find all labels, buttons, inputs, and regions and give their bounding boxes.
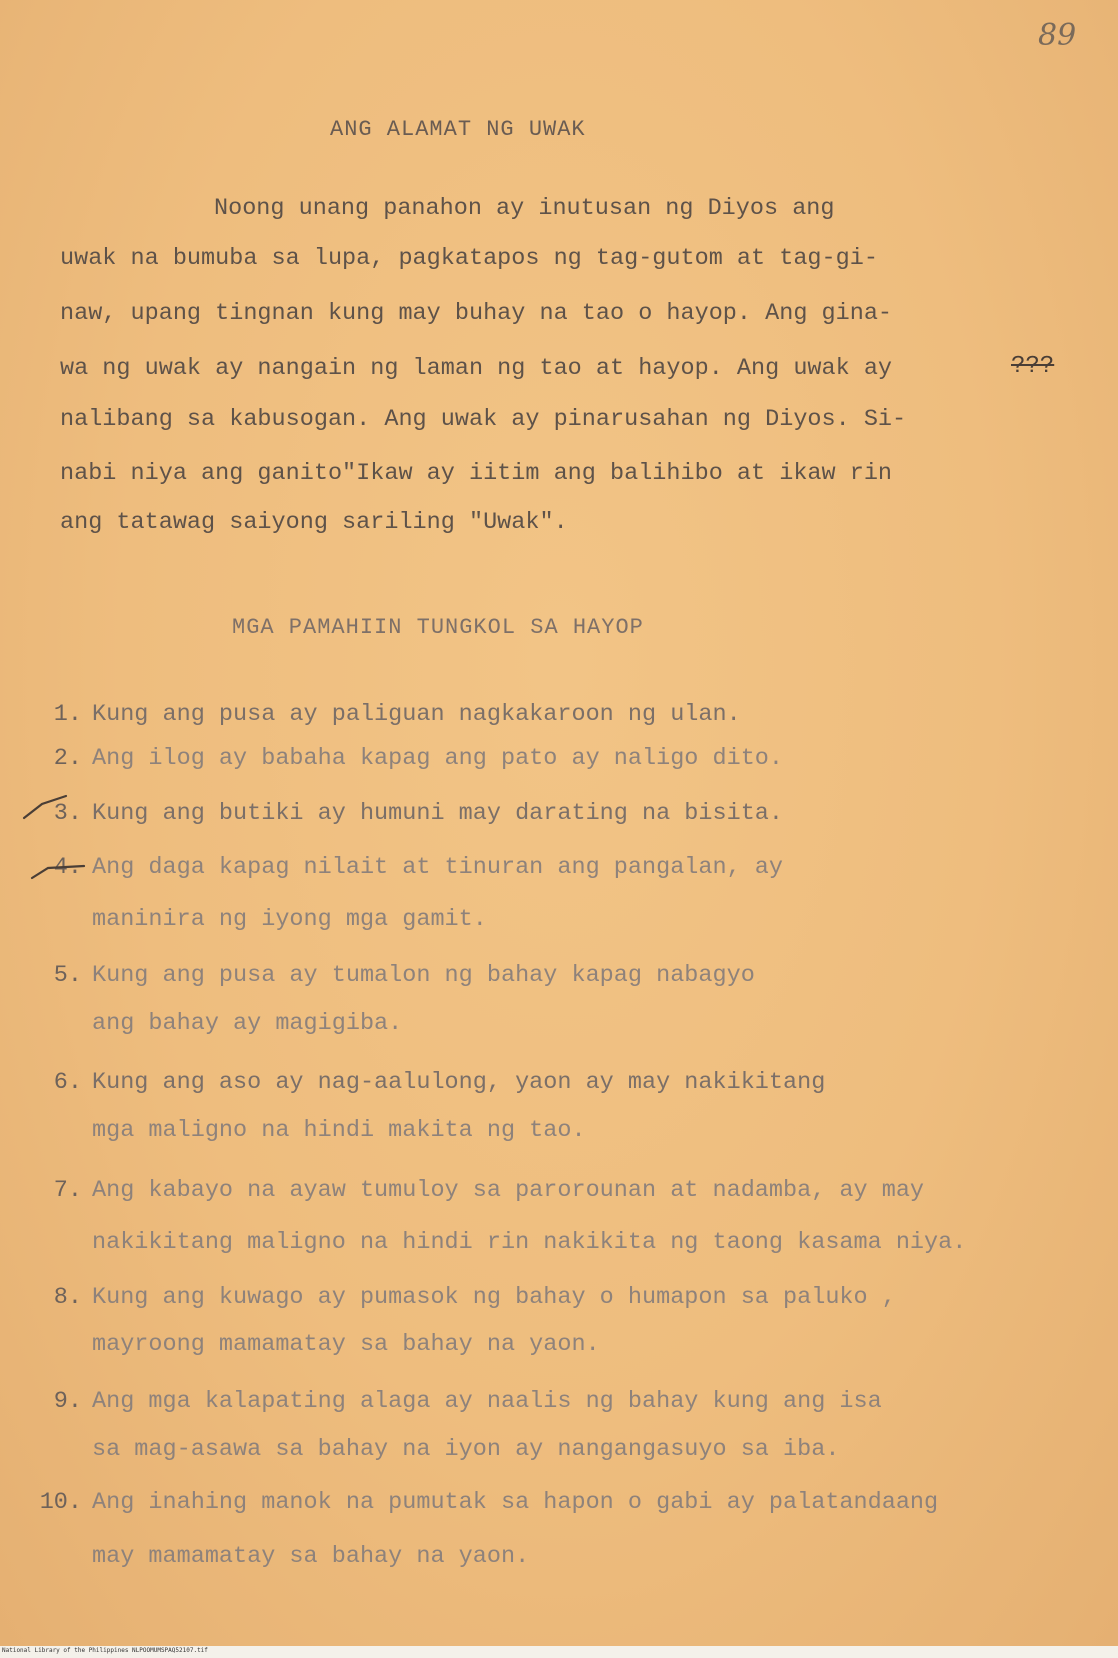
handwritten-strike-mark xyxy=(28,858,88,888)
list-item: Ang kabayo na ayaw tumuloy sa parorounan at nadamba, ay may xyxy=(92,1177,925,1204)
list-item: Kung ang pusa ay paliguan nagkakaroon ng ulan. xyxy=(92,701,741,728)
list-item-number: 3. xyxy=(53,800,82,827)
story-title: ANG ALAMAT NG UWAK xyxy=(330,117,586,142)
list-item: Ang ilog ay babaha kapag ang pato ay naligo dito. xyxy=(92,745,784,772)
story-line: nabi niya ang ganito"Ikaw ay iitim ang balihibo at ikaw rin xyxy=(60,460,893,487)
list-item-continuation: mayroong mamamatay sa bahay na yaon. xyxy=(92,1331,600,1358)
struck-word: ??? xyxy=(1011,353,1055,380)
story-line: ang tatawag saiyong sariling "Uwak". xyxy=(60,509,568,536)
list-item-number: 5. xyxy=(53,962,82,989)
story-line: wa ng uwak ay nangain ng laman ng tao at hayop. Ang uwak ay xyxy=(60,355,893,382)
story-line: uwak na bumuba sa lupa, pagkatapos ng tag-gutom at tag-gi- xyxy=(60,245,878,272)
list-item-number: 1. xyxy=(53,701,82,728)
list-item: Kung ang pusa ay tumalon ng bahay kapag nabagyo xyxy=(92,962,755,989)
archive-footer: National Library of the Philippines NLPOOMUMSPAQ52107.tif xyxy=(2,1647,208,1654)
list-item-number: 7. xyxy=(53,1177,82,1204)
list-item: Ang mga kalapating alaga ay naalis ng bahay kung ang isa xyxy=(92,1388,882,1415)
list-item: Ang inahing manok na pumutak sa hapon o gabi ay palatandaang xyxy=(92,1489,939,1516)
list-item: Ang daga kapag nilait at tinuran ang pangalan, ay xyxy=(92,854,784,881)
list-item: Kung ang aso ay nag-aalulong, yaon ay may nakikitang xyxy=(92,1069,826,1096)
list-item-number: 4. xyxy=(53,854,82,881)
list-item-number: 10. xyxy=(39,1489,82,1516)
list-item-continuation: nakikitang maligno na hindi rin nakikita ng taong kasama niya. xyxy=(92,1229,967,1256)
story-line: naw, upang tingnan kung may buhay na tao o hayop. Ang gina- xyxy=(60,300,893,327)
list-item-continuation: sa mag-asawa sa bahay na iyon ay nangangasuyo sa iba. xyxy=(92,1436,840,1463)
list-item-number: 6. xyxy=(53,1069,82,1096)
list-item: Kung ang butiki ay humuni may darating na bisita. xyxy=(92,800,784,827)
story-line: Noong unang panahon ay inutusan ng Diyos ang xyxy=(214,195,835,222)
list-item-number: 2. xyxy=(53,745,82,772)
list-item-continuation: ang bahay ay magigiba. xyxy=(92,1010,403,1037)
list-item-continuation: may mamamatay sa bahay na yaon. xyxy=(92,1543,530,1570)
list-item: Kung ang kuwago ay pumasok ng bahay o humapon sa paluko , xyxy=(92,1284,896,1311)
page-number: 89 xyxy=(1038,18,1077,53)
story-line: nalibang sa kabusogan. Ang uwak ay pinarusahan ng Diyos. Si- xyxy=(60,406,907,433)
handwritten-check-mark xyxy=(20,790,70,830)
list-item-number: 8. xyxy=(53,1284,82,1311)
list-item-number: 9. xyxy=(53,1388,82,1415)
list-item-continuation: mga maligno na hindi makita ng tao. xyxy=(92,1117,586,1144)
beliefs-title: MGA PAMAHIIN TUNGKOL SA HAYOP xyxy=(232,615,644,640)
list-item-continuation: maninira ng iyong mga gamit. xyxy=(92,906,487,933)
